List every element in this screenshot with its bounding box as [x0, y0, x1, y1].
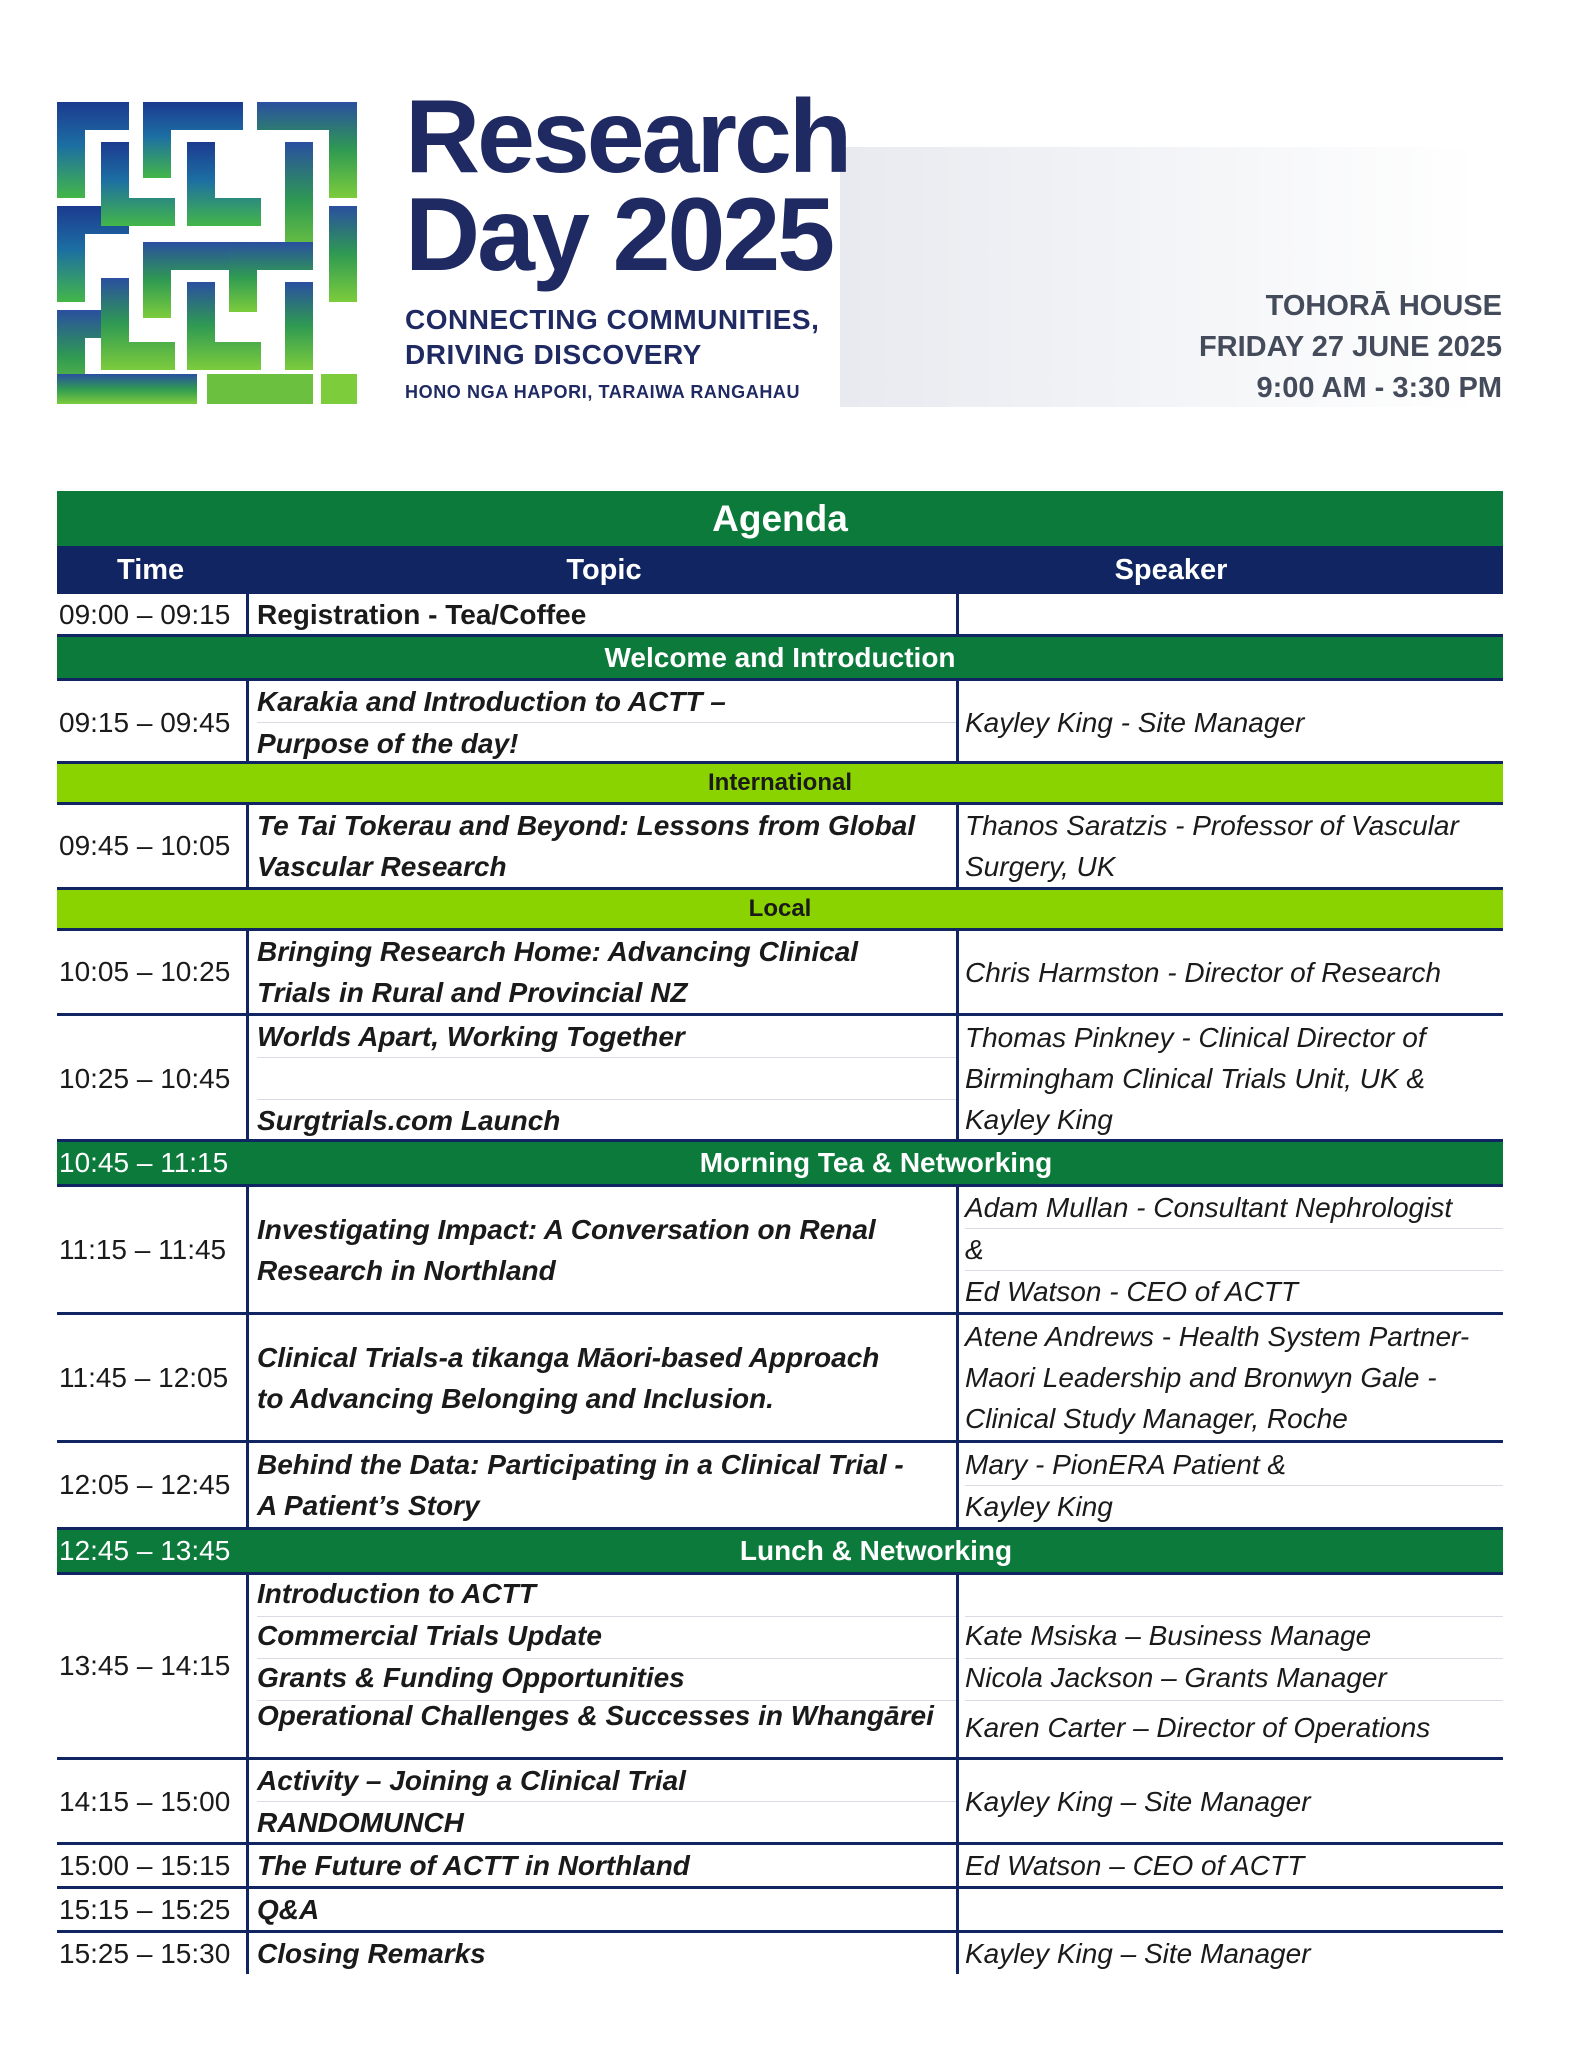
- section-label: Lunch & Networking: [739, 1535, 1013, 1566]
- speaker-line: Kate Msiska – Business Manage: [965, 1617, 1503, 1659]
- section-time: 12:45 – 13:45: [59, 1535, 231, 1566]
- agenda-table: [57, 491, 1503, 1974]
- speaker-line: [965, 1575, 1503, 1617]
- agenda-row: [57, 1575, 1503, 1760]
- topic-line: RANDOMUNCH: [257, 1807, 464, 1838]
- agenda-row: [57, 1187, 1503, 1315]
- topic-line: Worlds Apart, Working Together: [257, 1016, 956, 1058]
- topic-line: [257, 1058, 956, 1100]
- row-time: 15:15 – 15:25: [57, 1889, 249, 1930]
- row-time: 12:05 – 12:45: [57, 1443, 249, 1527]
- research-day-logo-icon: [57, 102, 357, 404]
- row-speaker: Kayley King - Site Manager: [965, 707, 1305, 738]
- topic-line: to Advancing Belonging and Inclusion.: [257, 1382, 774, 1414]
- row-speaker: [959, 1443, 1503, 1527]
- row-topic: [249, 931, 959, 1013]
- agenda-row: [57, 931, 1503, 1016]
- speaker-line: Mary - PionERA Patient &: [965, 1444, 1503, 1486]
- event-title-block: [405, 79, 850, 403]
- topic-line: Karakia and Introduction to ACTT –: [257, 681, 956, 723]
- row-topic: [249, 1187, 959, 1312]
- section-header-timed: [57, 1142, 1503, 1187]
- row-time: 09:15 – 09:45: [57, 681, 249, 764]
- row-time: 14:15 – 15:00: [57, 1760, 249, 1843]
- topic-line: Vascular Research: [257, 851, 507, 882]
- tagline-line2: DRIVING DISCOVERY: [405, 339, 702, 370]
- tagline-maori: HONO NGA HAPORI, TARAIWA RANGAHAU: [405, 382, 801, 402]
- section-time: 10:45 – 11:15: [59, 1147, 229, 1178]
- agenda-row: [57, 1760, 1503, 1845]
- row-speaker: Chris Harmston - Director of Research: [965, 956, 1442, 988]
- speaker-line: Adam Mullan - Consultant Nephrologist: [965, 1187, 1503, 1229]
- speaker-line: Nicola Jackson – Grants Manager: [965, 1659, 1503, 1701]
- speaker-line: &: [965, 1229, 1503, 1271]
- agenda-row: [57, 805, 1503, 890]
- row-topic: Q&A: [249, 1889, 959, 1930]
- agenda-row: [57, 1315, 1503, 1443]
- row-topic: [249, 805, 959, 887]
- row-time: 15:25 – 15:30: [57, 1933, 249, 1974]
- speaker-line: Karen Carter – Director of Operations: [965, 1712, 1431, 1743]
- row-speaker: Ed Watson – CEO of ACTT: [965, 1850, 1305, 1881]
- speaker-line: Kayley King: [965, 1490, 1113, 1522]
- row-topic: [249, 1443, 959, 1527]
- speaker-line: Kayley King: [965, 1104, 1113, 1135]
- row-topic: Registration - Tea/Coffee: [249, 594, 959, 635]
- row-time: 13:45 – 14:15: [57, 1575, 249, 1757]
- row-speaker: [959, 1575, 1503, 1757]
- topic-line: Trials in Rural and Provincial NZ: [257, 977, 688, 1008]
- tagline-line1: CONNECTING COMMUNITIES,: [405, 304, 820, 335]
- section-header: International: [57, 764, 1503, 805]
- topic-line: Activity – Joining a Clinical Trial: [257, 1760, 956, 1802]
- row-topic: [249, 681, 959, 764]
- event-info: [1199, 286, 1502, 409]
- agenda-row: [57, 681, 1503, 764]
- row-time: 10:25 – 10:45: [57, 1016, 249, 1141]
- speaker-line: Maori Leadership and Bronwyn Gale -: [965, 1362, 1437, 1393]
- row-topic: Closing Remarks: [249, 1933, 959, 1974]
- section-header: Welcome and Introduction: [57, 637, 1503, 681]
- row-speaker: [959, 1315, 1503, 1440]
- event-venue: TOHORĀ HOUSE: [1265, 290, 1502, 322]
- section-label: Morning Tea & Networking: [699, 1147, 1053, 1178]
- topic-line: Behind the Data: Participating in a Clinical Trial -: [257, 1449, 904, 1480]
- speaker-line: Surgery, UK: [965, 851, 1116, 882]
- topic-line: Te Tai Tokerau and Beyond: Lessons from Global: [257, 810, 916, 841]
- row-time: 11:45 – 12:05: [57, 1315, 249, 1440]
- event-title-line2: Day 2025: [405, 177, 833, 293]
- row-speaker: [959, 1889, 1503, 1930]
- speaker-line: Clinical Study Manager, Roche: [965, 1403, 1348, 1434]
- section-header: Local: [57, 890, 1503, 931]
- event-hours: 9:00 AM - 3:30 PM: [1256, 372, 1502, 404]
- row-topic: [249, 1315, 959, 1440]
- row-topic: [249, 1760, 959, 1843]
- row-time: 09:00 – 09:15: [57, 594, 249, 635]
- speaker-line: Thomas Pinkney - Clinical Director of: [965, 1022, 1426, 1053]
- row-topic: The Future of ACTT in Northland: [249, 1845, 959, 1886]
- row-time: 10:05 – 10:25: [57, 931, 249, 1013]
- row-time: 11:15 – 11:45: [57, 1187, 249, 1312]
- topic-line: Commercial Trials Update: [257, 1617, 956, 1659]
- topic-line: Operational Challenges & Successes in Whangārei: [257, 1701, 934, 1731]
- agenda-row: [57, 1933, 1503, 1974]
- column-header-topic: Topic: [566, 554, 642, 586]
- column-header-speaker: Speaker: [1114, 554, 1228, 586]
- row-speaker: [959, 1187, 1503, 1312]
- topic-line: Research in Northland: [257, 1254, 556, 1286]
- row-topic: [249, 1016, 959, 1141]
- topic-line: Clinical Trials-a tikanga Māori-based Approach: [257, 1341, 880, 1373]
- row-speaker: Kayley King – Site Manager: [965, 1786, 1311, 1817]
- agenda-row: [57, 594, 1503, 637]
- row-speaker: [959, 1016, 1503, 1141]
- agenda-row: [57, 1845, 1503, 1889]
- agenda-row: [57, 1889, 1503, 1933]
- topic-line: Investigating Impact: A Conversation on Renal: [257, 1213, 876, 1245]
- agenda-header-row: [57, 546, 1503, 594]
- topic-line: Introduction to ACTT: [257, 1575, 956, 1617]
- topic-line: Surgtrials.com Launch: [257, 1105, 561, 1136]
- row-speaker: Kayley King – Site Manager: [965, 1938, 1311, 1969]
- agenda-row: [57, 1016, 1503, 1142]
- speaker-line: Ed Watson - CEO of ACTT: [965, 1276, 1298, 1307]
- section-header-timed: [57, 1530, 1503, 1575]
- row-speaker: [959, 594, 1503, 635]
- row-time: 09:45 – 10:05: [57, 805, 249, 887]
- agenda-title: Agenda: [57, 491, 1503, 546]
- row-topic: [249, 1575, 959, 1757]
- speaker-line: Birmingham Clinical Trials Unit, UK &: [965, 1063, 1426, 1094]
- event-date: FRIDAY 27 JUNE 2025: [1198, 331, 1502, 363]
- topic-line: Purpose of the day!: [257, 728, 519, 759]
- topic-line: A Patient’s Story: [257, 1490, 480, 1521]
- event-title-line1: Research: [405, 79, 850, 195]
- row-speaker: [959, 805, 1503, 887]
- speaker-line: Thanos Saratzis - Professor of Vascular: [965, 810, 1459, 841]
- row-time: 15:00 – 15:15: [57, 1845, 249, 1886]
- column-header-time: Time: [117, 554, 185, 586]
- speaker-line: Atene Andrews - Health System Partner-: [965, 1321, 1470, 1352]
- topic-line: Grants & Funding Opportunities: [257, 1659, 956, 1701]
- topic-line: Bringing Research Home: Advancing Clinical: [257, 936, 859, 967]
- agenda-row: [57, 1443, 1503, 1530]
